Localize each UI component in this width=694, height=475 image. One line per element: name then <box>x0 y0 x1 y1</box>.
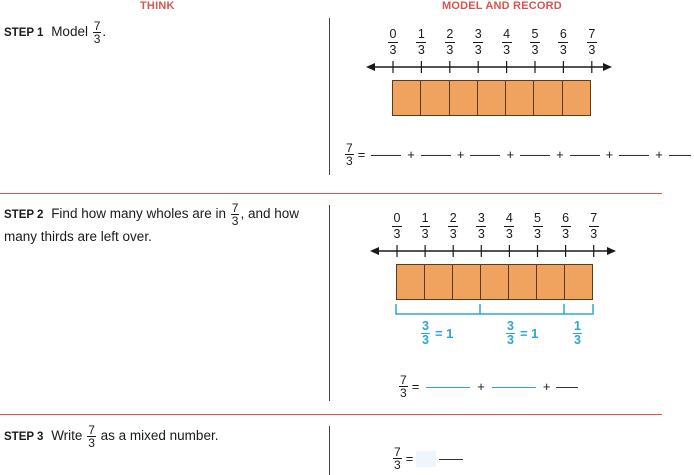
step-2-text-after: , and how many thirds are left over. <box>4 206 300 244</box>
plus-sign: + <box>477 379 485 394</box>
column-divider-1 <box>329 18 330 175</box>
plus-sign: + <box>556 147 564 162</box>
tick-label: 7 3 <box>588 27 596 57</box>
blank-4[interactable] <box>520 154 550 156</box>
blank-7[interactable] <box>669 154 691 156</box>
step-1-equation <box>344 142 694 167</box>
blank-1[interactable] <box>371 154 401 156</box>
row-divider-2 <box>0 414 662 415</box>
number-line-2 <box>370 242 616 262</box>
equals-sign: = <box>411 379 420 394</box>
plus-sign: + <box>506 147 515 162</box>
brace-label-2: $\frac{3}{3}$ = 1 <box>507 319 539 347</box>
equals-sign: = <box>357 147 366 162</box>
tick-label: 6 3 <box>562 211 570 241</box>
blank-wholes-2[interactable] <box>492 386 536 388</box>
step-3-text-after: as a mixed number. <box>96 428 219 444</box>
fraction-bar-model-2 <box>396 264 593 300</box>
tick-label: 0 3 <box>393 211 401 241</box>
tick-label: 6 3 <box>559 27 567 57</box>
plus-sign: + <box>407 147 415 162</box>
mixed-number-whole-box[interactable] <box>416 451 436 467</box>
step-3-instruction <box>4 424 218 449</box>
column-divider-2 <box>329 205 330 401</box>
tick-label: 4 3 <box>503 27 511 57</box>
blank-5[interactable] <box>570 154 600 156</box>
tick-label: 1 3 <box>421 211 429 241</box>
row-divider-1 <box>0 193 662 194</box>
blank-thirds[interactable] <box>556 386 578 388</box>
step-1-text-before: Model <box>51 24 92 40</box>
plus-sign: + <box>542 379 551 394</box>
tick-label: 1 3 <box>417 27 425 57</box>
brace-label-1: $\frac{3}{3}$ = 1 <box>422 319 454 347</box>
plus-sign: + <box>456 147 465 162</box>
equation-2-lhs: $\frac{7}{3}$ <box>400 373 407 400</box>
equation-1-lhs: $\frac{7}{3}$ <box>346 141 353 168</box>
step-1-text-after: . <box>102 24 107 40</box>
equals-sign: = <box>405 451 414 466</box>
plus-sign: + <box>605 147 614 162</box>
step-2-fraction: $\frac{7}{3}$ <box>231 201 239 228</box>
number-line-1 <box>366 58 612 78</box>
equation-3-lhs: $\frac{7}{3}$ <box>394 445 401 472</box>
tick-label: 3 3 <box>477 211 485 241</box>
step-2-equation <box>398 374 581 399</box>
step-3-text-before: Write <box>51 428 87 444</box>
step-1-fraction: $\frac{7}{3}$ <box>93 19 101 46</box>
fraction-bar-model-1 <box>392 80 591 116</box>
blank-wholes-1[interactable] <box>426 386 470 388</box>
step-3-label: STEP 3 <box>4 431 44 444</box>
plus-sign: + <box>655 147 663 162</box>
step-2-text-before: Find how many wholes are in <box>51 206 230 222</box>
tick-label: 5 3 <box>534 211 541 241</box>
tick-label: 3 3 <box>474 27 482 57</box>
brace-label-3: $\frac{1}{3}$ <box>574 319 581 347</box>
step-1-instruction <box>4 20 106 45</box>
step-1-label: STEP 1 <box>4 27 44 40</box>
column-divider-3 <box>329 426 330 475</box>
blank-2[interactable] <box>421 154 451 156</box>
tick-label: 5 3 <box>531 27 539 57</box>
tick-label: 0 3 <box>389 27 397 57</box>
blank-6[interactable] <box>619 154 649 156</box>
step-3-fraction: $\frac{7}{3}$ <box>88 423 95 450</box>
grouping-braces <box>394 302 596 318</box>
blank-3[interactable] <box>470 154 500 156</box>
think-header: THINK <box>140 0 175 12</box>
step-3-equation <box>392 446 466 471</box>
step-2-instruction <box>4 202 304 246</box>
tick-label: 2 3 <box>449 211 457 241</box>
tick-label: 2 3 <box>446 27 454 57</box>
tick-label: 4 3 <box>505 211 513 241</box>
step-2-label: STEP 2 <box>4 209 44 222</box>
model-record-header: MODEL AND RECORD <box>442 0 562 12</box>
tick-label: 7 3 <box>590 211 598 241</box>
mixed-number-fraction-blank[interactable] <box>439 458 463 460</box>
